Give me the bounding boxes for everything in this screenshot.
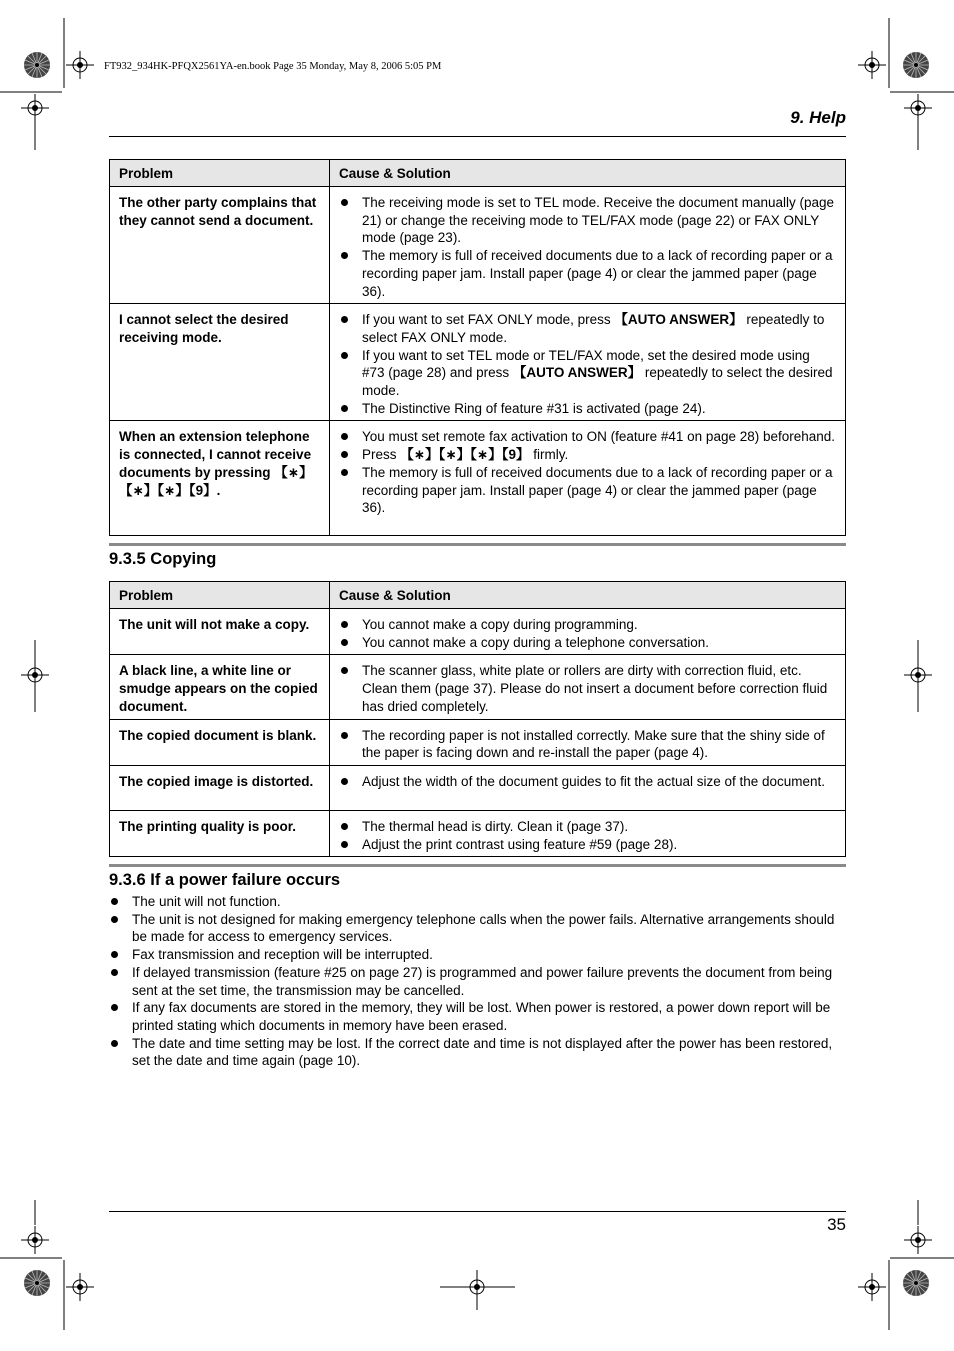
solution-item <box>339 347 836 400</box>
copying-heading: 9.3.5 Copying <box>109 550 217 568</box>
solution-cell <box>330 421 846 536</box>
power-failure-heading: 9.3.6 If a power failure occurs <box>109 871 341 889</box>
table-row <box>110 609 846 655</box>
table-row <box>110 187 846 304</box>
solution-text: repeatedly to select the desired mode. <box>362 365 833 399</box>
table-row <box>110 765 846 810</box>
table-row <box>110 655 846 719</box>
list-item: The date and time setting may be lost. If the correct date and time is not displayed after the power has been restored, set the date and time again (page 10). <box>109 1035 849 1070</box>
list-item: Fax transmission and reception will be interrupted. <box>109 946 849 964</box>
solution-text: Press <box>362 447 401 463</box>
solution-cell <box>330 810 846 856</box>
list-item: The unit will not function. <box>109 893 849 911</box>
table-row <box>110 810 846 856</box>
table-header-row <box>110 160 846 187</box>
star-star-star-9-key: 【∗】【∗】【∗】【9】 <box>400 447 530 463</box>
solution-item: The memory is full of received documents due to a lack of recording paper or a recording paper jam. Install paper (page 4) or clear the jammed paper (page 36). <box>339 464 836 517</box>
solution-item <box>339 446 836 464</box>
problem-cell <box>110 421 330 536</box>
solution-cell <box>330 655 846 719</box>
solution-item: You cannot make a copy during a telephone conversation. <box>339 634 836 652</box>
column-header-problem: Problem <box>110 582 330 609</box>
solution-text: firmly. <box>529 447 569 463</box>
solution-text: If you want to set FAX ONLY mode, press <box>362 312 615 328</box>
table-row <box>110 421 846 536</box>
list-item: If any fax documents are stored in the memory, they will be lost. When power is restored, a power down report will be printed stating which documents in memory have been erased. <box>109 999 849 1034</box>
list-item: If delayed transmission (feature #25 on page 27) is programmed and power failure prevents the document from being sent at the set time, the transmission may be cancelled. <box>109 964 849 999</box>
solution-item: The recording paper is not installed correctly. Make sure that the shiny side of the paper is facing down and re-install the paper (page 4). <box>339 727 836 762</box>
section-rule <box>109 543 846 546</box>
header-rule <box>109 136 846 137</box>
auto-answer-key: 【AUTO ANSWER】 <box>614 312 743 328</box>
solution-item: You cannot make a copy during programming. <box>339 616 836 634</box>
solution-item <box>339 311 836 346</box>
table-row <box>110 719 846 765</box>
problem-cell: The printing quality is poor. <box>110 810 330 856</box>
copying-problem-table <box>109 581 846 857</box>
solution-item: Adjust the print contrast using feature #59 (page 28). <box>339 836 836 854</box>
solution-cell <box>330 765 846 810</box>
star-star-star-9-key: 【∗】【∗】【∗】【9】. <box>119 464 313 498</box>
solution-item: The thermal head is dirty. Clean it (page 37). <box>339 818 836 836</box>
section-rule <box>109 864 846 867</box>
page-number: 35 <box>827 1215 846 1234</box>
problem-cell: The copied document is blank. <box>110 719 330 765</box>
solution-item: The receiving mode is set to TEL mode. Receive the document manually (page 21) or change the receiving mode to TEL/FAX mode (page 22) or FAX ONLY mode (page 23). <box>339 194 836 247</box>
solution-cell <box>330 187 846 304</box>
solution-text: If you want to set TEL mode or TEL/FAX mode, set the desired mode using #73 (page 28) and press <box>362 347 810 381</box>
solution-item: The memory is full of received documents due to a lack of recording paper or a recording paper jam. Install paper (page 4) or clear the jammed paper (page 36). <box>339 247 836 300</box>
power-failure-list <box>109 893 849 1070</box>
solution-item: The Distinctive Ring of feature #31 is activated (page 24). <box>339 400 836 418</box>
problem-cell: The unit will not make a copy. <box>110 609 330 655</box>
table-row <box>110 304 846 421</box>
solution-cell <box>330 719 846 765</box>
problem-cell: The copied image is distorted. <box>110 765 330 810</box>
column-header-problem: Problem <box>110 160 330 187</box>
solution-item: The scanner glass, white plate or rollers are dirty with correction fluid, etc. Clean them (page 37). Please do not insert a document before correction fluid has dried completely. <box>339 662 836 715</box>
auto-answer-key: 【AUTO ANSWER】 <box>512 365 642 381</box>
solution-item: Adjust the width of the document guides to fit the actual size of the document. <box>339 773 836 791</box>
problem-cell: The other party complains that they cannot send a document. <box>110 187 330 304</box>
column-header-solution: Cause & Solution <box>330 160 846 187</box>
problem-cell: I cannot select the desired receiving mode. <box>110 304 330 421</box>
list-item: The unit is not designed for making emergency telephone calls when the power fails. Alternative arrangements should be made for access to emergency services. <box>109 911 849 946</box>
solution-item: You must set remote fax activation to ON (feature #41 on page 28) beforehand. <box>339 428 836 446</box>
print-info-line: FT932_934HK-PFQX2561YA-en.book Page 35 Monday, May 8, 2006 5:05 PM <box>104 61 442 72</box>
problem-cell: A black line, a white line or smudge appears on the copied document. <box>110 655 330 719</box>
table-header-row <box>110 582 846 609</box>
solution-cell <box>330 609 846 655</box>
footer-rule <box>109 1211 846 1212</box>
problem-text: When an extension telephone is connected, I cannot receive documents by pressing <box>119 429 312 480</box>
fax-problem-table <box>109 159 846 536</box>
solution-text: repeatedly to select FAX ONLY mode. <box>362 312 825 345</box>
section-title: 9. Help <box>790 108 846 127</box>
column-header-solution: Cause & Solution <box>330 582 846 609</box>
solution-cell <box>330 304 846 421</box>
